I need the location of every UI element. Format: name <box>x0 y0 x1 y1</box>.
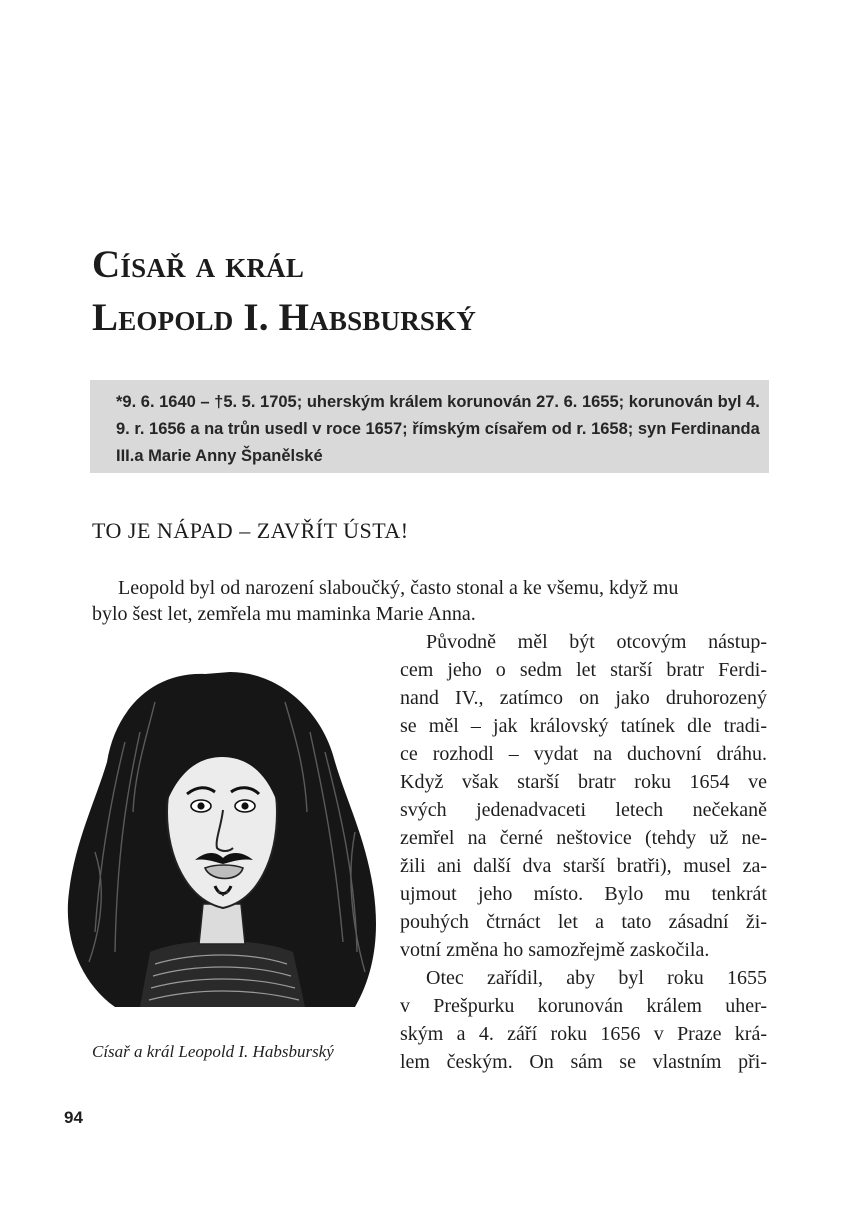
column-line-3: nand IV., zatímco on jako druhorozený <box>400 687 767 709</box>
page-number: 94 <box>64 1108 83 1127</box>
column-line-16: lem českým. On sám se vlastním při- <box>400 1051 767 1073</box>
column-line-13: Otec zařídil, aby byl roku 1655 <box>426 967 767 989</box>
column-line-2: cem jeho o sedm let starší bratr Ferdi- <box>400 659 767 681</box>
column-line-10: ujmout jeho místo. Bylo mu tenkrát <box>400 883 767 905</box>
column-line-5: ce rozhodl – vydat na duchovní dráhu. <box>400 743 767 765</box>
biographical-info-box <box>90 380 769 473</box>
intro-line-1: Leopold byl od narození slaboučký, často stonal a ke všemu, když mu <box>118 577 679 599</box>
column-line-9: žili ani další dva starší bratři), musel za- <box>400 855 767 877</box>
leopold-portrait-illustration <box>55 652 385 1014</box>
column-line-15: ským a 4. září roku 1656 v Praze krá- <box>400 1023 767 1045</box>
column-line-14: v Prešpurku korunován králem uher- <box>400 995 767 1017</box>
column-line-6: Když však starší bratr roku 1654 ve <box>400 771 767 793</box>
column-line-11: pouhých čtrnáct let a tato zásadní ži- <box>400 911 767 933</box>
column-line-4: se měl – jak královský tatínek dle tradi- <box>400 715 767 737</box>
chapter-title <box>92 238 772 344</box>
intro-line-2: bylo šest let, zemřela mu maminka Marie Anna. <box>92 603 476 625</box>
column-line-7: svých jedenadvaceti letech nečekaně <box>400 799 767 821</box>
column-line-8: zemřel na černé neštovice (tehdy už ne- <box>400 827 767 849</box>
chapter-title-line-1: Císař a král <box>92 243 305 286</box>
portrait-caption: Císař a král Leopold I. Habsburský <box>92 1042 334 1061</box>
chapter-title-line-2: Leopold I. Habsburský <box>92 296 477 339</box>
biographical-info-text: *9. 6. 1640 – †5. 5. 1705; uherským králem korunován 27. 6. 1655; korunován byl 4. 9. r. 1656 a na trůn usedl v roce 1657; římským císařem od r. 1658; syn Ferdinanda III.a Marie Anny Španělské <box>116 393 760 465</box>
column-line-1: Původně měl být otcovým nástup- <box>426 631 767 653</box>
section-heading: TO JE NÁPAD – ZAVŘÍT ÚSTA! <box>92 518 409 543</box>
column-line-12: votní změna ho samozřejmě zaskočila. <box>400 939 710 961</box>
